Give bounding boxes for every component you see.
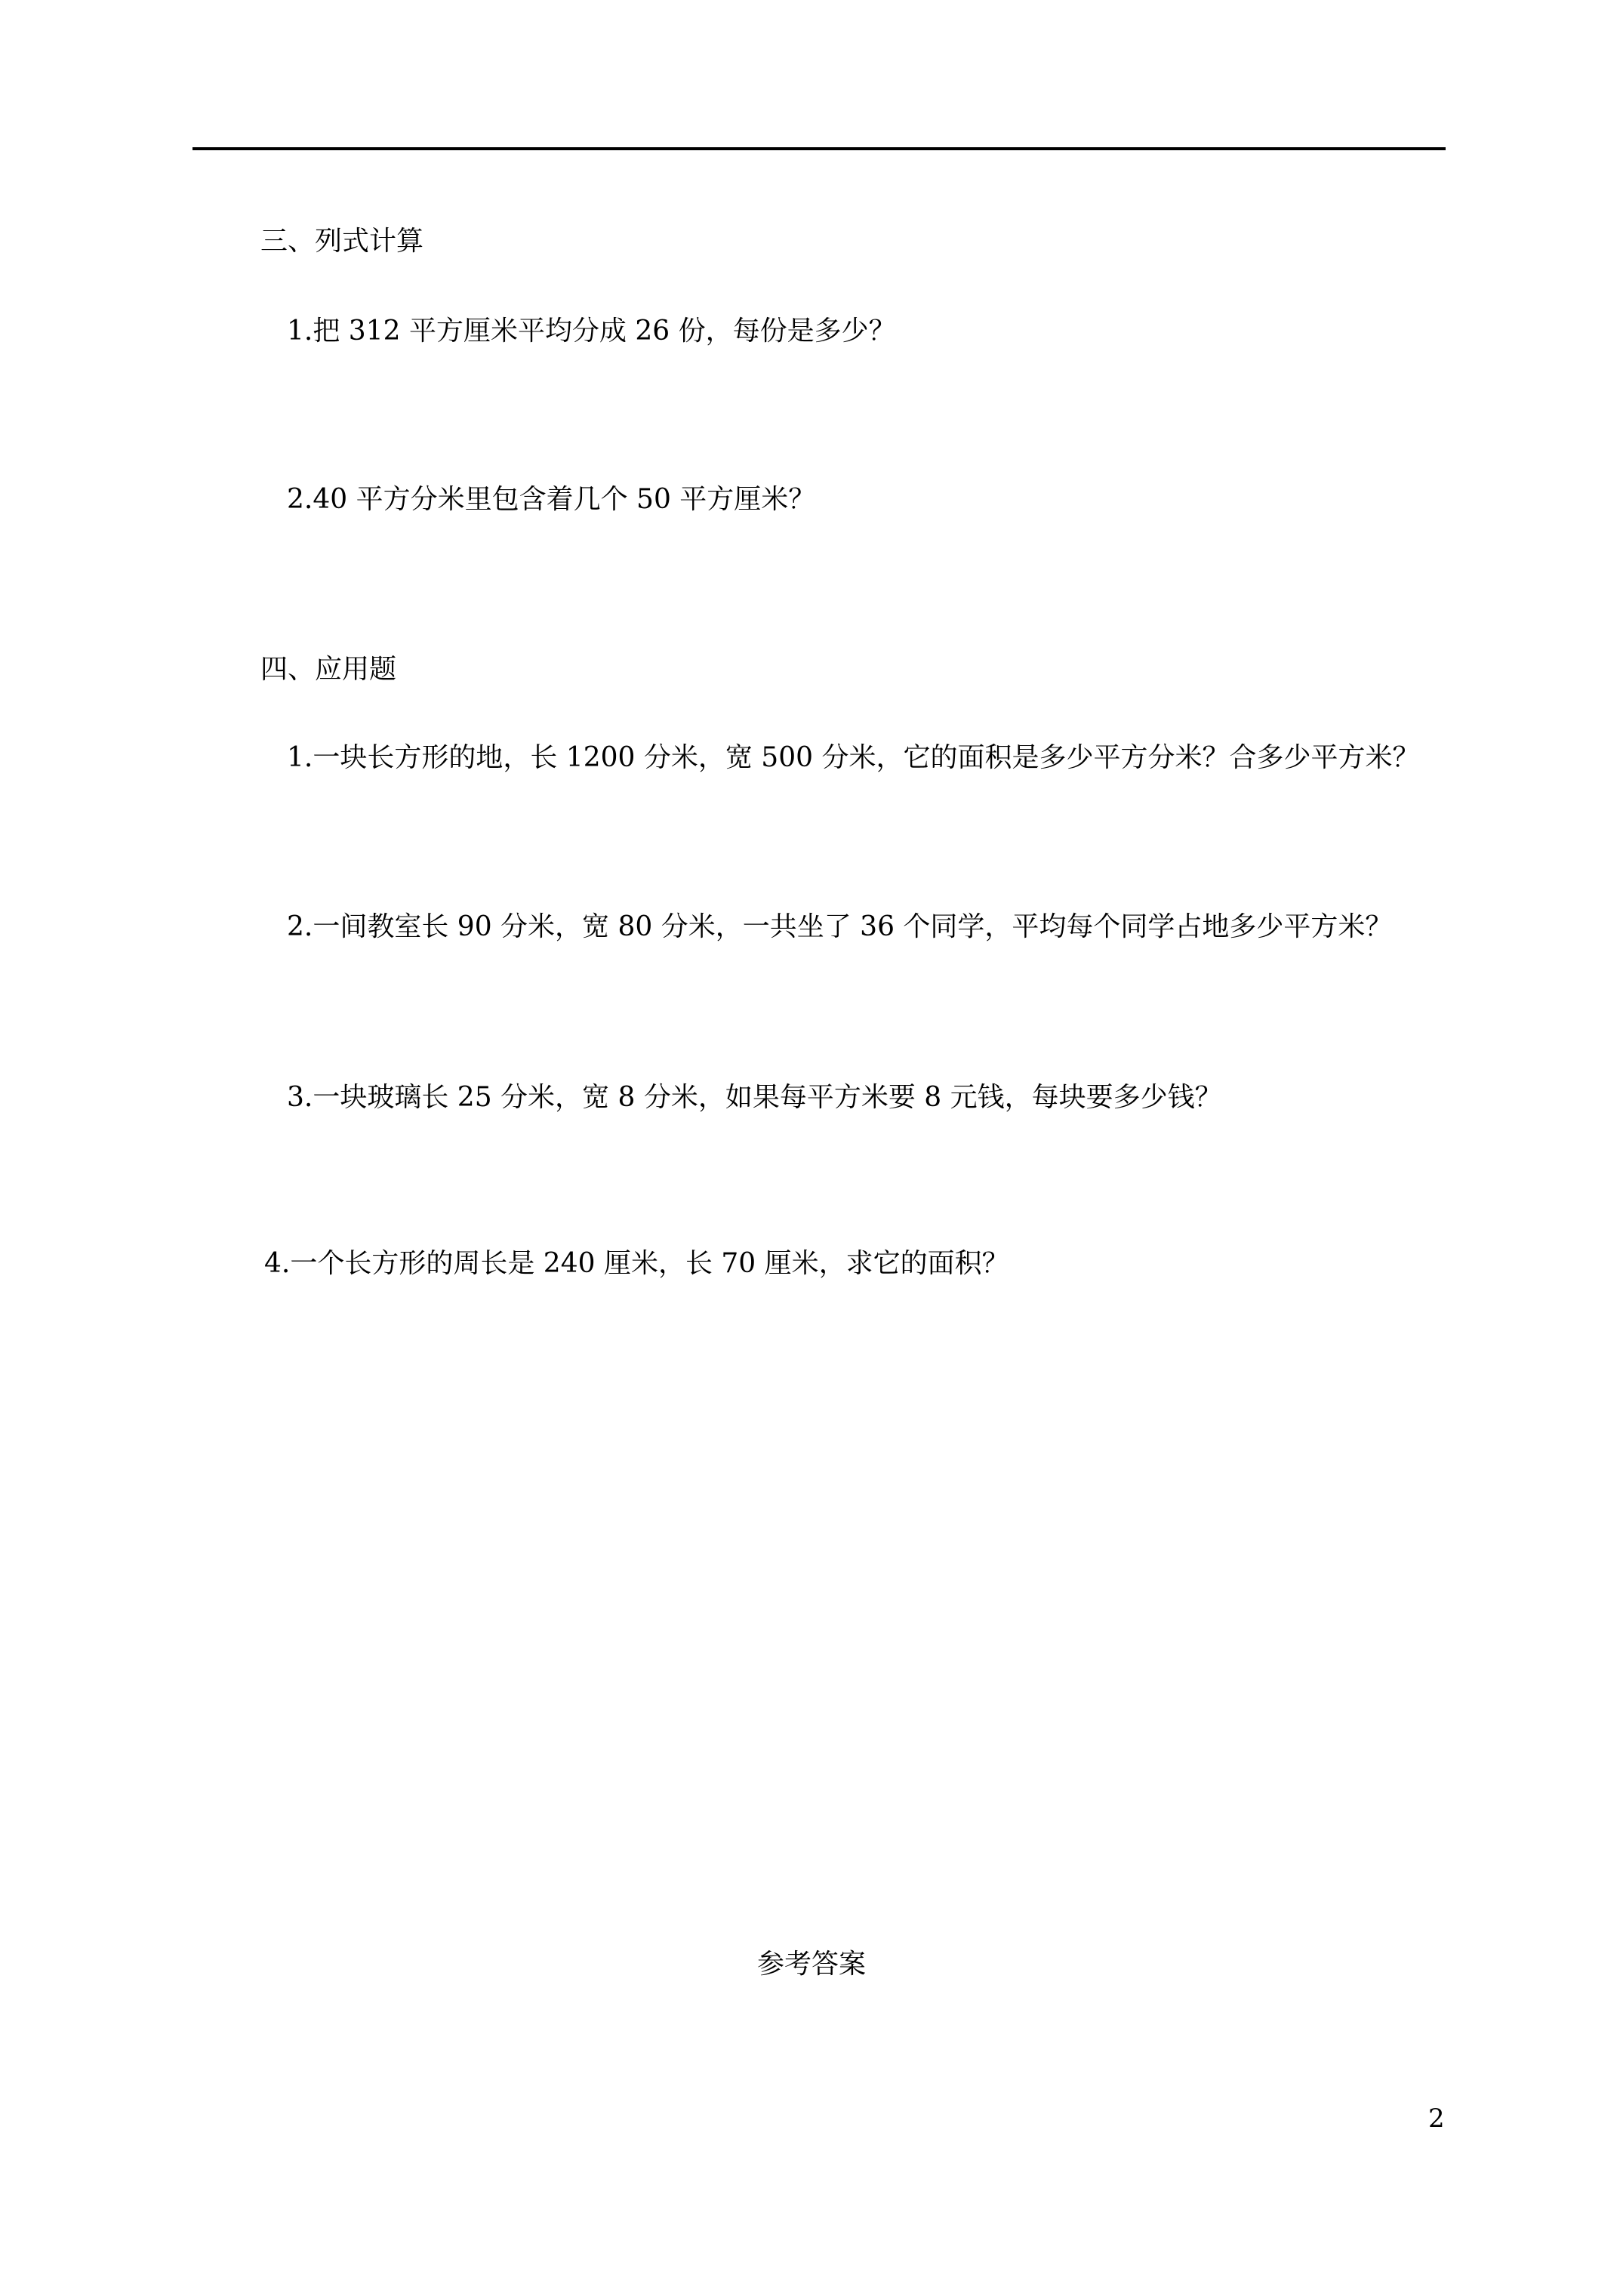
section-3-question-1: 1.把 312 平方厘米平均分成 26 份，每份是多少？ — [287, 316, 896, 347]
answers-title: 参考答案 — [756, 1949, 866, 1980]
section-4-question-3: 3.一块玻璃长 25 分米，宽 8 分米，如果每平方米要 8 元钱，每块要多少钱？ — [287, 1082, 1222, 1113]
section-4-question-1: 1.一块长方形的地，长 1200 分米，宽 500 分米，它的面积是多少平方分米？合多少平方米？ — [287, 742, 1420, 773]
page-number: 2 — [1428, 2103, 1445, 2134]
header-rule — [192, 147, 1446, 150]
section-4-heading: 四、应用题 — [260, 654, 397, 685]
section-4-question-4: 4.一个长方形的周长是 240 厘米，长 70 厘米，求它的面积？ — [264, 1248, 1009, 1279]
section-4-question-2: 2.一间教室长 90 分米，宽 80 分米，一共坐了 36 个同学，平均每个同学占地多少平方米？ — [287, 911, 1393, 942]
section-3-heading: 三、列式计算 — [260, 226, 424, 257]
section-3-question-2: 2.40 平方分米里包含着几个 50 平方厘米？ — [287, 484, 816, 515]
